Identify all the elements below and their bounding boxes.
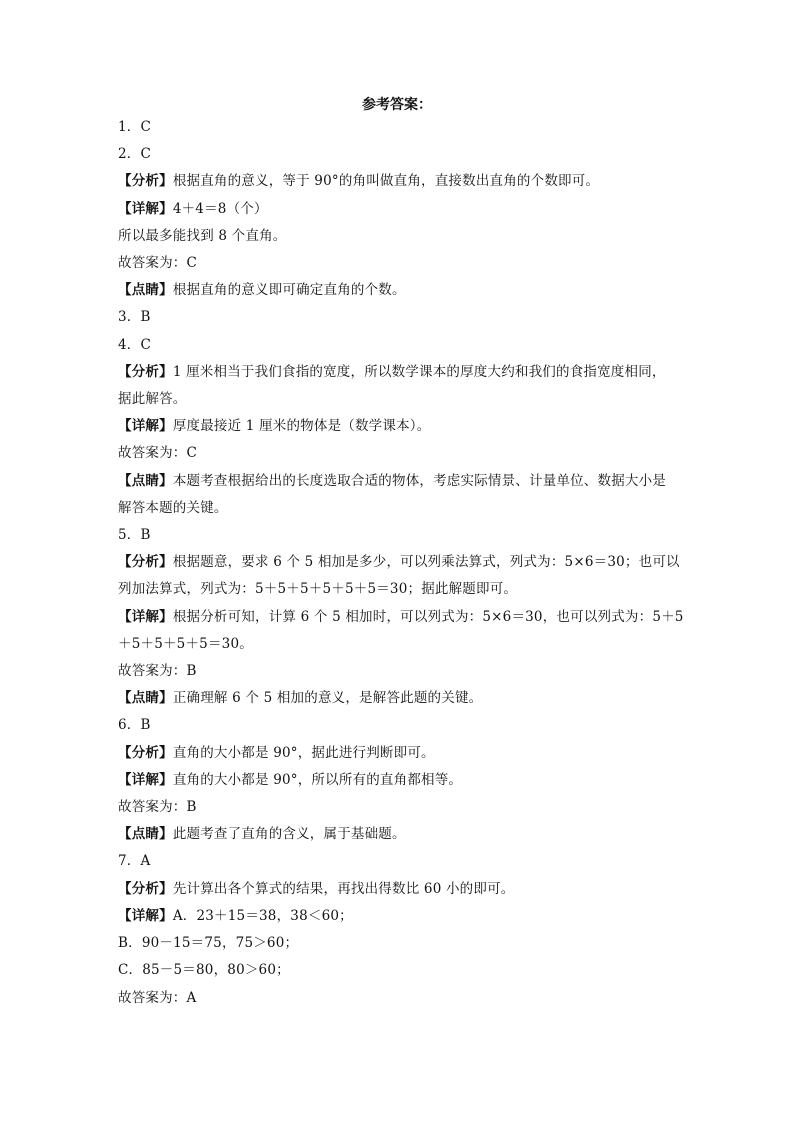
answer-line xyxy=(118,685,680,712)
line-text: 故答案为：B xyxy=(118,663,197,680)
line-text: 根据题意，要求 6 个 5 相加是多少，可以列乘法算式，列式为：5×6＝30；也可以 xyxy=(172,554,680,571)
line-text: 先计算出各个算式的结果，再找出得数比 60 小的即可。 xyxy=(172,880,515,897)
answer-line xyxy=(118,196,680,223)
answer-line xyxy=(118,141,680,168)
line-text: 据此解答。 xyxy=(118,391,187,408)
line-text: 根据直角的意义即可确定直角的个数。 xyxy=(172,282,406,299)
answer-line xyxy=(118,250,680,277)
line-text: A．23＋15＝38，38＜60； xyxy=(172,907,353,924)
answer-line xyxy=(118,223,680,250)
line-text: 所以最多能找到 8 个直角。 xyxy=(118,227,287,244)
section-tag: 【详解】 xyxy=(118,608,173,625)
section-tag: 【点睛】 xyxy=(118,690,173,707)
line-text: 本题考查根据给出的长度选取合适的物体，考虑实际情景、计量单位、数据大小是 xyxy=(172,472,667,489)
answer-line xyxy=(118,468,680,495)
line-text: 6．B xyxy=(118,717,151,734)
answer-line xyxy=(118,821,680,848)
line-text: 根据分析可知，计算 6 个 5 相加时，可以列式为：5×6＝30，也可以列式为：5＋5 xyxy=(172,608,684,625)
answer-line xyxy=(118,903,680,930)
section-tag: 【点睛】 xyxy=(118,472,173,489)
line-text: 此题考查了直角的含义，属于基础题。 xyxy=(172,826,406,843)
section-tag: 【点睛】 xyxy=(118,826,173,843)
answer-line xyxy=(118,168,680,195)
answer-line xyxy=(118,413,680,440)
answer-line xyxy=(118,631,680,658)
section-tag: 【分析】 xyxy=(118,744,173,761)
line-text: 1 厘米相当于我们食指的宽度，所以数学课本的厚度大约和我们的食指宽度相同， xyxy=(172,363,666,380)
answer-line xyxy=(118,767,680,794)
section-tag: 【分析】 xyxy=(118,880,173,897)
answer-line xyxy=(118,549,680,576)
answer-line xyxy=(118,876,680,903)
answer-line xyxy=(118,848,680,875)
answer-line xyxy=(118,440,680,467)
answer-line xyxy=(118,604,684,631)
page-title: 参考答案： xyxy=(362,97,432,113)
line-text: 正确理解 6 个 5 相加的意义，是解答此题的关键。 xyxy=(172,690,483,707)
line-text: 故答案为：C xyxy=(118,255,198,272)
answer-line xyxy=(118,386,680,413)
answer-line xyxy=(118,985,680,1012)
line-text: 4．C xyxy=(118,336,152,353)
line-text: ＋5＋5＋5＋5＝30。 xyxy=(118,635,253,652)
line-text: 1．C xyxy=(118,119,152,135)
answer-line xyxy=(118,930,680,957)
answer-line xyxy=(118,332,680,359)
section-tag: 【点睛】 xyxy=(118,282,173,299)
answer-line xyxy=(118,576,680,603)
answer-body xyxy=(118,114,684,1012)
line-text: 2．C xyxy=(118,146,152,163)
section-tag: 【分析】 xyxy=(118,554,173,571)
line-text: C．85－5＝80，80＞60； xyxy=(118,962,290,979)
line-text: 直角的大小都是 90°，所以所有的直角都相等。 xyxy=(172,771,463,788)
answer-line xyxy=(118,359,680,386)
section-tag: 【详解】 xyxy=(118,907,173,924)
answer-line xyxy=(118,522,680,549)
answer-line xyxy=(118,658,680,685)
section-tag: 【详解】 xyxy=(118,771,173,788)
line-text: 解答本题的关键。 xyxy=(118,499,228,516)
line-text: 4＋4＝8（个） xyxy=(172,200,268,217)
line-text: 列加法算式，列式为：5＋5＋5＋5＋5＋5＝30；据此解题即可。 xyxy=(118,581,518,598)
line-text: 故答案为：A xyxy=(118,989,197,1006)
answer-line xyxy=(118,712,680,739)
answer-line xyxy=(118,304,680,331)
line-text: 直角的大小都是 90°，据此进行判断即可。 xyxy=(172,744,435,761)
answer-line xyxy=(118,114,680,141)
answer-line xyxy=(118,495,680,522)
section-tag: 【详解】 xyxy=(118,418,173,435)
answer-line xyxy=(118,794,680,821)
section-tag: 【分析】 xyxy=(118,363,173,380)
section-tag: 【分析】 xyxy=(118,173,173,190)
line-text: 3．B xyxy=(118,309,151,326)
line-text: 故答案为：B xyxy=(118,799,197,816)
line-text: 根据直角的意义，等于 90°的角叫做直角，直接数出直角的个数即可。 xyxy=(172,173,600,190)
answer-line xyxy=(118,957,680,984)
line-text: 7．A xyxy=(118,853,151,870)
answer-line xyxy=(118,277,680,304)
line-text: 厚度最接近 1 厘米的物体是（数学课本）。 xyxy=(172,418,431,435)
section-tag: 【详解】 xyxy=(118,200,173,217)
line-text: B．90－15＝75，75＞60； xyxy=(118,935,299,952)
line-text: 5．B xyxy=(118,527,151,544)
answer-line xyxy=(118,740,680,767)
line-text: 故答案为：C xyxy=(118,445,198,462)
